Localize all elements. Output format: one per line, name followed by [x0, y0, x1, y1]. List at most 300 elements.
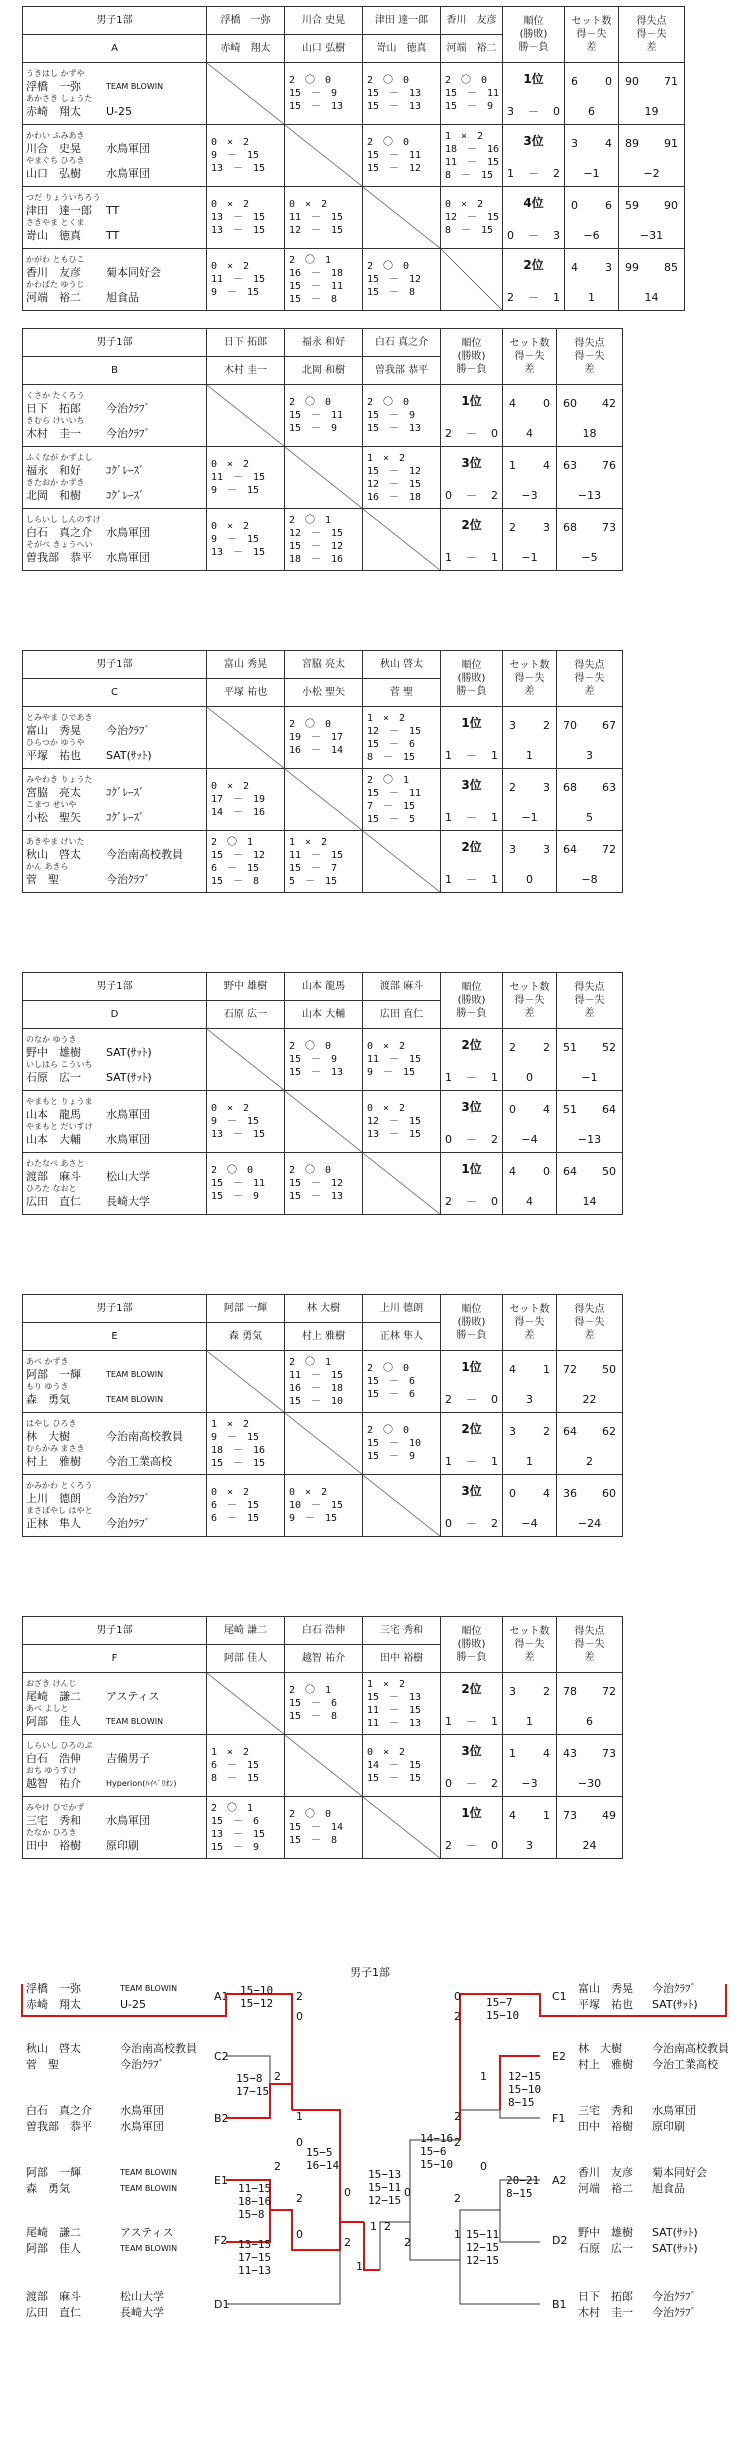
points-diff: −1 — [581, 1071, 598, 1084]
bracket-player-name: 尾崎 謙二 — [26, 2226, 81, 2239]
rank-position: 4位 — [523, 196, 544, 210]
points-cell — [557, 447, 623, 509]
sets-diff-label-2: 差 — [524, 686, 535, 697]
points-diff: 2 — [586, 1455, 593, 1468]
points-diff-label-2: 差 — [584, 1008, 595, 1019]
group-title: 男子1部 — [23, 329, 207, 357]
dash: － — [528, 291, 539, 304]
sets-cell — [503, 509, 557, 571]
player-line — [26, 1838, 203, 1853]
wl-label: 勝－負 — [456, 364, 487, 375]
match-score: 2 〇 0 15 － 12 15 － 13 — [285, 1153, 363, 1215]
points-cell — [557, 769, 623, 831]
bracket-set-count: 0 — [296, 2010, 303, 2023]
player-line — [26, 1392, 203, 1407]
col-player-1: 白石 浩伸 — [285, 1617, 363, 1645]
bracket-set-count: 1 — [356, 2260, 363, 2273]
points-lost: 73 — [602, 1747, 616, 1760]
bracket-player-name: 村上 雅樹 — [578, 2058, 633, 2071]
losses: 1 — [491, 749, 498, 762]
points-cell — [557, 1091, 623, 1153]
player-kana: とみやま ひであき — [26, 712, 93, 722]
bracket-set-count: 2 — [274, 2160, 281, 2173]
match-score: 2 〇 1 11 － 15 16 － 18 15 － 10 — [285, 1351, 363, 1413]
bracket-player-name: 林 大樹 — [578, 2042, 622, 2055]
points-diff: 14 — [644, 291, 659, 304]
col-player-1: 阿部 一輝 — [207, 1295, 285, 1323]
bracket-set-count: 1 — [296, 2110, 303, 2123]
sets-cell — [503, 1351, 557, 1413]
sets-diff-label-2: 差 — [524, 1652, 535, 1663]
player-kana: きむら けいいち — [26, 415, 85, 425]
match-score: 2 〇 0 15 － 13 15 － 13 — [363, 63, 441, 125]
player-line — [26, 1689, 203, 1704]
rank-header — [503, 7, 565, 63]
player-line — [26, 1429, 203, 1444]
col-player-2: 北岡 和樹 — [285, 357, 363, 385]
wins: 1 — [445, 749, 452, 762]
rank-cell — [441, 1351, 503, 1413]
col-player-2: 正林 隼人 — [363, 1323, 441, 1351]
player-name: 平塚 祐也 — [26, 748, 81, 762]
points-lost: 76 — [602, 459, 616, 472]
points-won: 64 — [563, 1425, 577, 1438]
bracket-score: 20−21 8−15 — [506, 2174, 540, 2200]
sets-label: セット数 — [509, 338, 550, 349]
group-letter: D — [23, 1001, 207, 1029]
sets-diff: −3 — [521, 489, 538, 502]
bracket-seed: F1 — [552, 2112, 566, 2125]
player-kana: そがべ きょうへい — [26, 539, 93, 549]
player-line — [26, 847, 203, 862]
bracket-score: 15−13 15−11 12−15 — [368, 2168, 402, 2207]
table-row — [23, 1029, 623, 1091]
match-score: 1 × 2 15 － 12 12 － 15 16 － 18 — [363, 447, 441, 509]
col-player-1: 渡部 麻斗 — [363, 973, 441, 1001]
bracket-set-count: 1 — [454, 2228, 461, 2241]
match-score: 2 〇 1 12 － 15 15 － 12 18 － 16 — [285, 509, 363, 571]
col-player-2: 木村 圭一 — [207, 357, 285, 385]
col-player-1: 津田 達一郎 — [363, 7, 441, 35]
losses: 2 — [491, 1133, 498, 1146]
sets-won: 0 — [509, 1103, 516, 1116]
points-diff-label: 得－失 — [574, 673, 605, 684]
points-lost: 63 — [602, 781, 616, 794]
sets-diff: −3 — [521, 1777, 538, 1790]
dash: － — [466, 811, 477, 824]
sets-diff-label-2: 差 — [524, 1330, 535, 1341]
points-diff-label-2: 差 — [584, 364, 595, 375]
bracket-seed: E2 — [552, 2050, 566, 2063]
bracket-seed: A2 — [552, 2174, 567, 2187]
self-cell — [207, 63, 285, 125]
player-line — [26, 810, 203, 825]
points-diff-label: 得－失 — [636, 29, 667, 40]
rank-position: 1位 — [461, 1806, 482, 1820]
sets-won: 6 — [571, 75, 578, 88]
player-kana: やまもと りょうま — [26, 1096, 93, 1106]
pair-cell — [23, 1091, 207, 1153]
bracket-player-name: 白石 真之介 — [26, 2104, 92, 2117]
points-label: 得失点 — [574, 338, 605, 349]
player-team: TEAM BLOWIN — [106, 1716, 164, 1726]
pair-cell — [23, 769, 207, 831]
match-score: 0 × 2 6 － 15 6 － 15 — [207, 1475, 285, 1537]
dash: － — [466, 749, 477, 762]
rank-position: 3位 — [461, 1744, 482, 1758]
rank-cell — [441, 1091, 503, 1153]
player-line — [26, 1776, 203, 1791]
points-label: 得失点 — [574, 1626, 605, 1637]
points-diff: 5 — [586, 811, 593, 824]
points-won: 43 — [563, 1747, 577, 1760]
points-diff-label-2: 差 — [584, 1652, 595, 1663]
points-lost: 72 — [602, 843, 616, 856]
player-name: 白石 真之介 — [26, 525, 92, 539]
sets-won: 3 — [571, 137, 578, 150]
rank-sub-label: (勝敗) — [457, 1639, 486, 1650]
player-name: 尾崎 謙二 — [26, 1689, 81, 1703]
rank-cell — [503, 125, 565, 187]
player-team: 水鳥軍団 — [106, 1107, 150, 1121]
bracket-player-name: 日下 拓郎 — [578, 2290, 633, 2303]
sets-diff-label: 得－失 — [514, 995, 545, 1006]
sets-diff-label: 得－失 — [514, 351, 545, 362]
pair-cell — [23, 1673, 207, 1735]
wins: 1 — [507, 167, 514, 180]
player-name: 白石 浩伸 — [26, 1751, 81, 1765]
col-player-1: 野中 雄樹 — [207, 973, 285, 1001]
wl-label: 勝－負 — [456, 1652, 487, 1663]
rank-label: 順位 — [461, 1626, 482, 1637]
col-player-1: 上川 德朗 — [363, 1295, 441, 1323]
points-cell — [557, 509, 623, 571]
player-kana: やまもと だいすけ — [26, 1121, 93, 1131]
sets-won: 3 — [509, 719, 516, 732]
match-score: 1 × 2 15 － 13 11 － 15 11 － 13 — [363, 1673, 441, 1735]
match-score: 2 〇 1 15 － 6 15 － 8 — [285, 1673, 363, 1735]
sets-header — [503, 1617, 557, 1673]
group-letter: A — [23, 35, 207, 63]
points-lost: 90 — [664, 199, 678, 212]
points-won: 89 — [625, 137, 639, 150]
bracket-set-count: 2 — [404, 2236, 411, 2249]
dash: － — [466, 1715, 477, 1728]
sets-diff-label: 得－失 — [514, 673, 545, 684]
player-kana: しらいし ひろのぶ — [26, 1740, 93, 1750]
sets-diff: 6 — [588, 105, 595, 118]
rank-label: 順位 — [461, 338, 482, 349]
dash: － — [466, 1195, 477, 1208]
points-cell — [557, 831, 623, 893]
bracket-player-name: 曽我部 恭平 — [26, 2120, 92, 2133]
win-loss — [507, 229, 560, 242]
points-won: 36 — [563, 1487, 577, 1500]
match-score: 2 〇 0 15 － 12 15 － 8 — [363, 249, 441, 311]
self-cell — [285, 769, 363, 831]
group-table-B — [22, 328, 623, 571]
col-player-2: 田中 裕樹 — [363, 1645, 441, 1673]
rank-cell — [441, 1029, 503, 1091]
bracket-player-team: 今治南高校教員 — [652, 2042, 729, 2055]
sets-lost: 2 — [543, 719, 550, 732]
bracket-set-count: 2 — [454, 2192, 461, 2205]
player-kana: みやけ ひでかず — [26, 1802, 85, 1812]
player-kana: つだ りょういちろう — [26, 192, 101, 202]
player-kana: おち ゆうすけ — [26, 1765, 77, 1775]
losses: 2 — [491, 1777, 498, 1790]
rank-position: 2位 — [461, 840, 482, 854]
player-line — [26, 1194, 203, 1209]
win-loss — [445, 811, 498, 824]
player-team: TEAM BLOWIN — [106, 1369, 164, 1379]
self-cell — [207, 707, 285, 769]
sets-cell — [503, 707, 557, 769]
player-team: TEAM BLOWIN — [106, 1394, 164, 1404]
player-line — [26, 79, 203, 94]
points-label: 得失点 — [574, 660, 605, 671]
bracket-set-count: 0 — [344, 2186, 351, 2199]
points-diff: 6 — [586, 1715, 593, 1728]
player-name: 福永 和好 — [26, 463, 81, 477]
points-header — [557, 1295, 623, 1351]
sets-won: 2 — [509, 521, 516, 534]
bracket-seed: B1 — [552, 2298, 567, 2311]
wins: 3 — [507, 105, 514, 118]
player-name: 山口 弘樹 — [26, 166, 81, 180]
rank-header — [441, 973, 503, 1029]
player-name: 山本 大輔 — [26, 1132, 81, 1146]
points-diff-label: 得－失 — [574, 995, 605, 1006]
sets-lost: 4 — [543, 1103, 550, 1116]
player-line — [26, 1070, 203, 1085]
player-name: 河端 裕二 — [26, 290, 81, 304]
win-loss — [445, 873, 498, 886]
points-diff: −8 — [581, 873, 598, 886]
rank-position: 2位 — [461, 1422, 482, 1436]
group-table-A — [22, 6, 685, 311]
points-lost: 52 — [602, 1041, 616, 1054]
sets-diff: 1 — [526, 1455, 533, 1468]
player-name: 赤崎 翔太 — [26, 104, 81, 118]
player-name: 北岡 和樹 — [26, 488, 81, 502]
table-row — [23, 1673, 623, 1735]
losses: 0 — [491, 1839, 498, 1852]
bracket-player-team: 今治ｸﾗﾌﾞ — [652, 2290, 696, 2303]
sets-label: セット数 — [509, 1304, 550, 1315]
match-score: 2 〇 0 15 － 9 15 － 13 — [285, 63, 363, 125]
match-score: 0 × 2 9 － 15 13 － 15 — [207, 509, 285, 571]
rank-sub-label: (勝敗) — [519, 29, 548, 40]
points-lost: 62 — [602, 1425, 616, 1438]
match-score: 1 × 2 12 － 15 15 － 6 8 － 15 — [363, 707, 441, 769]
self-cell — [207, 1029, 285, 1091]
table-row — [23, 1797, 623, 1859]
col-player-2: 山口 弘樹 — [285, 35, 363, 63]
pair-cell — [23, 1413, 207, 1475]
win-loss — [445, 1839, 498, 1852]
col-player-1: 浮橋 一弥 — [207, 7, 285, 35]
dash: － — [466, 427, 477, 440]
player-kana: くさか たくろう — [26, 390, 85, 400]
player-name: 越智 祐介 — [26, 1776, 81, 1790]
player-name: 曽我部 恭平 — [26, 550, 92, 564]
group-title: 男子1部 — [23, 973, 207, 1001]
player-line — [26, 872, 203, 887]
table-row — [23, 385, 623, 447]
sets-diff: 4 — [526, 427, 533, 440]
bracket-player-name: 渡部 麻斗 — [26, 2290, 81, 2303]
sets-header — [503, 973, 557, 1029]
player-kana: みやわき りょうた — [26, 774, 93, 784]
bracket-player-team: TEAM BLOWIN — [120, 2184, 178, 2193]
player-team: 原印刷 — [106, 1838, 139, 1852]
player-line — [26, 1107, 203, 1122]
wins: 0 — [445, 489, 452, 502]
self-cell — [363, 187, 441, 249]
win-loss — [507, 291, 560, 304]
col-player-2: 曽我部 恭平 — [363, 357, 441, 385]
col-player-1: 福永 和好 — [285, 329, 363, 357]
bracket-seed: C2 — [214, 2050, 229, 2063]
bracket-player-name: 森 勇気 — [26, 2182, 70, 2195]
dash: － — [466, 1839, 477, 1852]
bracket-player-team: 今治ｸﾗﾌﾞ — [652, 1982, 696, 1995]
player-team: 水鳥軍団 — [106, 550, 150, 564]
bracket-seed: E1 — [214, 2174, 228, 2187]
player-name: 三宅 秀和 — [26, 1813, 81, 1827]
sets-won: 2 — [509, 781, 516, 794]
losses: 1 — [491, 1715, 498, 1728]
player-team: ｺｸﾞﾚｰｽﾞ — [106, 488, 145, 502]
match-score: 0 × 2 13 － 15 13 － 15 — [207, 187, 285, 249]
points-diff: 19 — [644, 105, 659, 118]
player-line — [26, 1813, 203, 1828]
points-lost: 73 — [602, 521, 616, 534]
wins: 2 — [445, 1839, 452, 1852]
bracket-set-count: 2 — [384, 2220, 391, 2233]
match-score: 0 × 2 11 － 15 9 － 15 — [207, 249, 285, 311]
sets-diff-label: 得－失 — [514, 1317, 545, 1328]
wl-label: 勝－負 — [456, 686, 487, 697]
sets-cell — [503, 1475, 557, 1537]
player-name: 田中 裕樹 — [26, 1838, 81, 1852]
bracket-set-count: 1 — [480, 2070, 487, 2083]
wins: 0 — [445, 1517, 452, 1530]
sets-diff: −1 — [521, 551, 538, 564]
points-header — [557, 973, 623, 1029]
rank-label: 順位 — [523, 16, 544, 27]
player-name: 広田 直仁 — [26, 1194, 81, 1208]
player-team: 今治ｸﾗﾌﾞ — [106, 1516, 150, 1530]
rank-cell — [503, 249, 565, 311]
match-score: 0 × 2 11 － 15 12 － 15 — [285, 187, 363, 249]
bracket-set-count: 2 — [454, 2010, 461, 2023]
losses: 3 — [553, 229, 560, 242]
player-line — [26, 1714, 203, 1729]
player-line — [26, 166, 203, 181]
wins: 0 — [507, 229, 514, 242]
player-team: 今治ｸﾗﾌﾞ — [106, 872, 150, 886]
sets-lost: 1 — [543, 1363, 550, 1376]
points-diff: −5 — [581, 551, 598, 564]
player-team: 松山大学 — [106, 1169, 150, 1183]
player-team: 今治ｸﾗﾌﾞ — [106, 1491, 150, 1505]
losses: 1 — [491, 1455, 498, 1468]
sets-cell — [503, 1091, 557, 1153]
wins: 1 — [445, 1455, 452, 1468]
bracket-set-count: 2 — [274, 2070, 281, 2083]
rank-header — [441, 329, 503, 385]
player-kana: ふくなが かずよし — [26, 452, 93, 462]
losses: 1 — [553, 291, 560, 304]
win-loss — [445, 1133, 498, 1146]
bracket-player-team: TEAM BLOWIN — [120, 1984, 178, 1993]
dash: － — [466, 1777, 477, 1790]
rank-label: 順位 — [461, 660, 482, 671]
points-cell — [557, 1029, 623, 1091]
win-loss — [507, 105, 560, 118]
match-score: 1 × 2 9 － 15 18 － 16 15 － 15 — [207, 1413, 285, 1475]
col-player-2: 越智 祐介 — [285, 1645, 363, 1673]
points-lost: 60 — [602, 1487, 616, 1500]
sets-lost: 3 — [605, 261, 612, 274]
points-won: 64 — [563, 1165, 577, 1178]
points-cell — [619, 249, 685, 311]
player-team: ｺｸﾞﾚｰｽﾞ — [106, 463, 145, 477]
rank-cell — [441, 769, 503, 831]
player-kana: こまつ せいや — [26, 799, 77, 809]
col-player-2: 小松 聖矢 — [285, 679, 363, 707]
rank-position: 1位 — [461, 1360, 482, 1374]
rank-position: 1位 — [461, 716, 482, 730]
player-name: 菅 聖 — [26, 872, 59, 886]
match-score: 1 × 2 11 － 15 15 － 7 5 － 15 — [285, 831, 363, 893]
win-loss — [445, 749, 498, 762]
sets-lost: 4 — [543, 459, 550, 472]
player-name: 渡部 麻斗 — [26, 1169, 81, 1183]
col-player-1: 山本 龍馬 — [285, 973, 363, 1001]
player-name: 浮橋 一弥 — [26, 79, 81, 93]
dash: － — [466, 873, 477, 886]
points-diff: −13 — [577, 1133, 602, 1146]
col-player-2: 村上 雅樹 — [285, 1323, 363, 1351]
player-line — [26, 265, 203, 280]
player-kana: うきはし かずや — [26, 68, 85, 78]
losses: 1 — [491, 873, 498, 886]
player-name: 村上 雅樹 — [26, 1454, 81, 1468]
self-cell — [363, 1153, 441, 1215]
rank-label: 順位 — [461, 1304, 482, 1315]
player-team: U-25 — [106, 104, 133, 118]
sets-diff: −1 — [583, 167, 600, 180]
bracket-player-team: 今治ｸﾗﾌﾞ — [120, 2058, 164, 2071]
self-cell — [363, 1797, 441, 1859]
points-lost: 50 — [602, 1363, 616, 1376]
losses: 0 — [491, 427, 498, 440]
sets-cell — [503, 1029, 557, 1091]
points-lost: 67 — [602, 719, 616, 732]
col-player-1: 尾崎 謙二 — [207, 1617, 285, 1645]
match-score: 2 〇 0 15 － 9 15 － 13 — [363, 385, 441, 447]
table-row — [23, 1351, 623, 1413]
win-loss — [445, 1455, 498, 1468]
win-loss — [445, 1393, 498, 1406]
player-line — [26, 723, 203, 738]
table-row — [23, 1153, 623, 1215]
sets-lost: 4 — [605, 137, 612, 150]
player-kana: いしはら こういち — [26, 1059, 93, 1069]
